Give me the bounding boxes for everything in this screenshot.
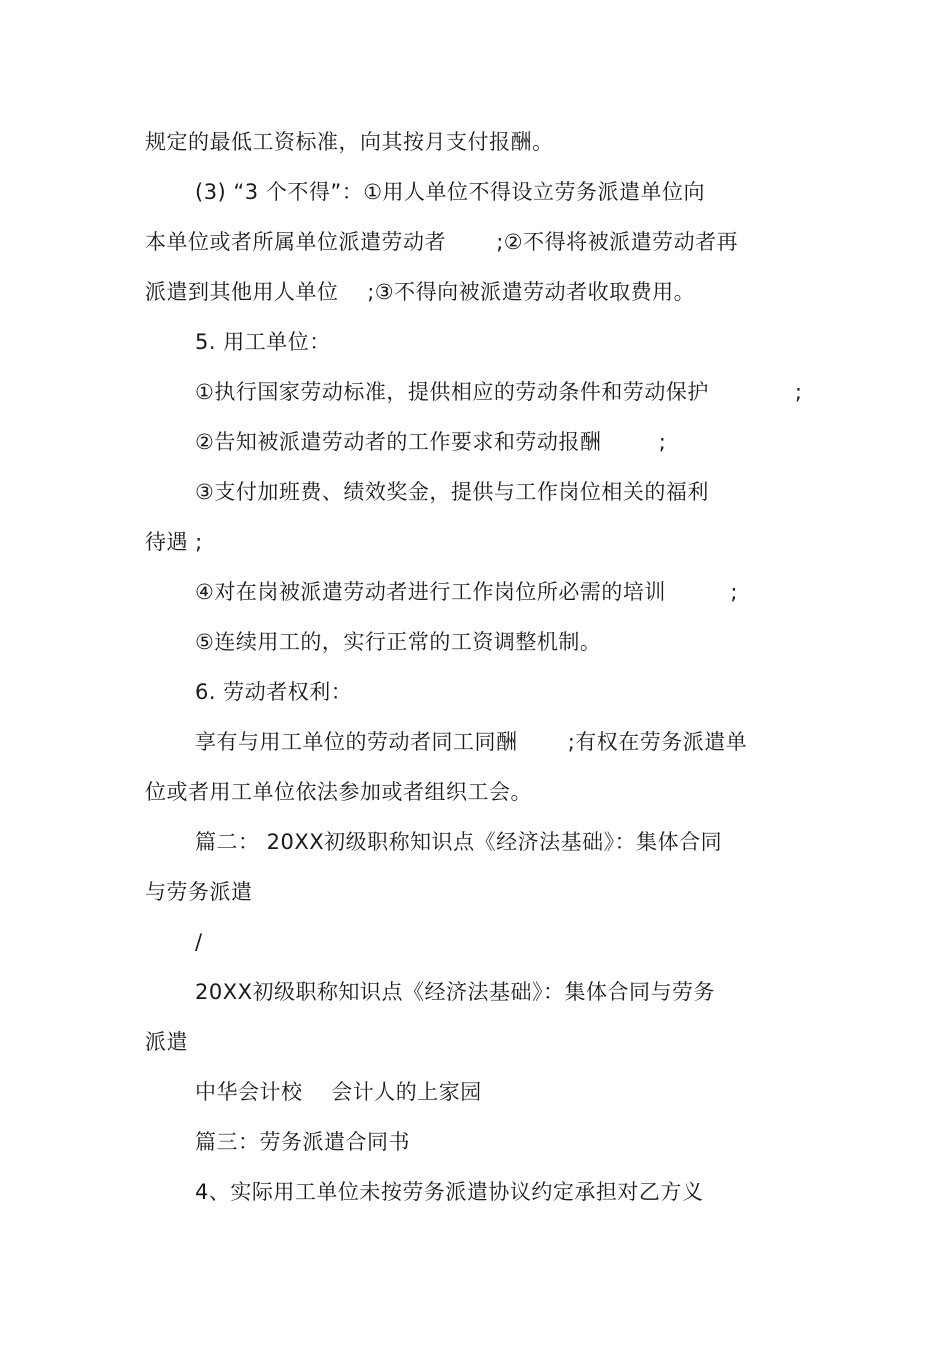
text-line-3: 本单位或者所属单位派遣劳动者 ;②不得将被派遣劳动者再 bbox=[145, 230, 739, 254]
text-line-13: 享有与用工单位的劳动者同工同酬 ;有权在劳务派遣单 bbox=[195, 730, 748, 754]
text-line-4: 派遣到其他用人单位 ;③不得向被派遣劳动者收取费用。 bbox=[145, 280, 696, 304]
text-line-7: ②告知被派遣劳动者的工作要求和劳动报酬 ; bbox=[195, 430, 667, 454]
section-heading-5: 5. 用工单位： bbox=[195, 330, 331, 354]
source-line: 中华会计校 会计人的上家园 bbox=[195, 1080, 482, 1104]
text-line-6: ①执行国家劳动标准，提供相应的劳动条件和劳动保护 ; bbox=[195, 380, 803, 404]
chapter-two-heading: 篇二： 20XX初级职称知识点《经济法基础》：集体合同 bbox=[195, 830, 723, 854]
text-line-9: 待遇 ; bbox=[145, 530, 203, 554]
text-line-1: 规定的最低工资标准，向其按月支付报酬。 bbox=[145, 130, 554, 154]
text-line-14: 位或者用工单位依法参加或者组织工会。 bbox=[145, 780, 532, 804]
text-line-19: 派遣 bbox=[145, 1030, 188, 1054]
text-line-16: 与劳务派遣 bbox=[145, 880, 253, 904]
text-line-11: ⑤连续用工的，实行正常的工资调整机制。 bbox=[195, 630, 602, 654]
text-line-18: 20XX初级职称知识点《经济法基础》：集体合同与劳务 bbox=[195, 980, 715, 1004]
text-line-8: ③支付加班费、绩效奖金，提供与工作岗位相关的福利 bbox=[195, 480, 709, 504]
text-line-10: ④对在岗被派遣劳动者进行工作岗位所必需的培训 ; bbox=[195, 580, 738, 604]
section-heading-6: 6. 劳动者权利： bbox=[195, 680, 353, 704]
text-line-22: 4、实际用工单位未按劳务派遣协议约定承担对乙方义 bbox=[195, 1180, 704, 1204]
slash-line: / bbox=[195, 930, 203, 954]
text-line-2: (3) “3 个不得”：①用人单位不得设立劳务派遣单位向 bbox=[195, 180, 706, 204]
chapter-three-heading: 篇三：劳务派遣合同书 bbox=[195, 1130, 410, 1154]
